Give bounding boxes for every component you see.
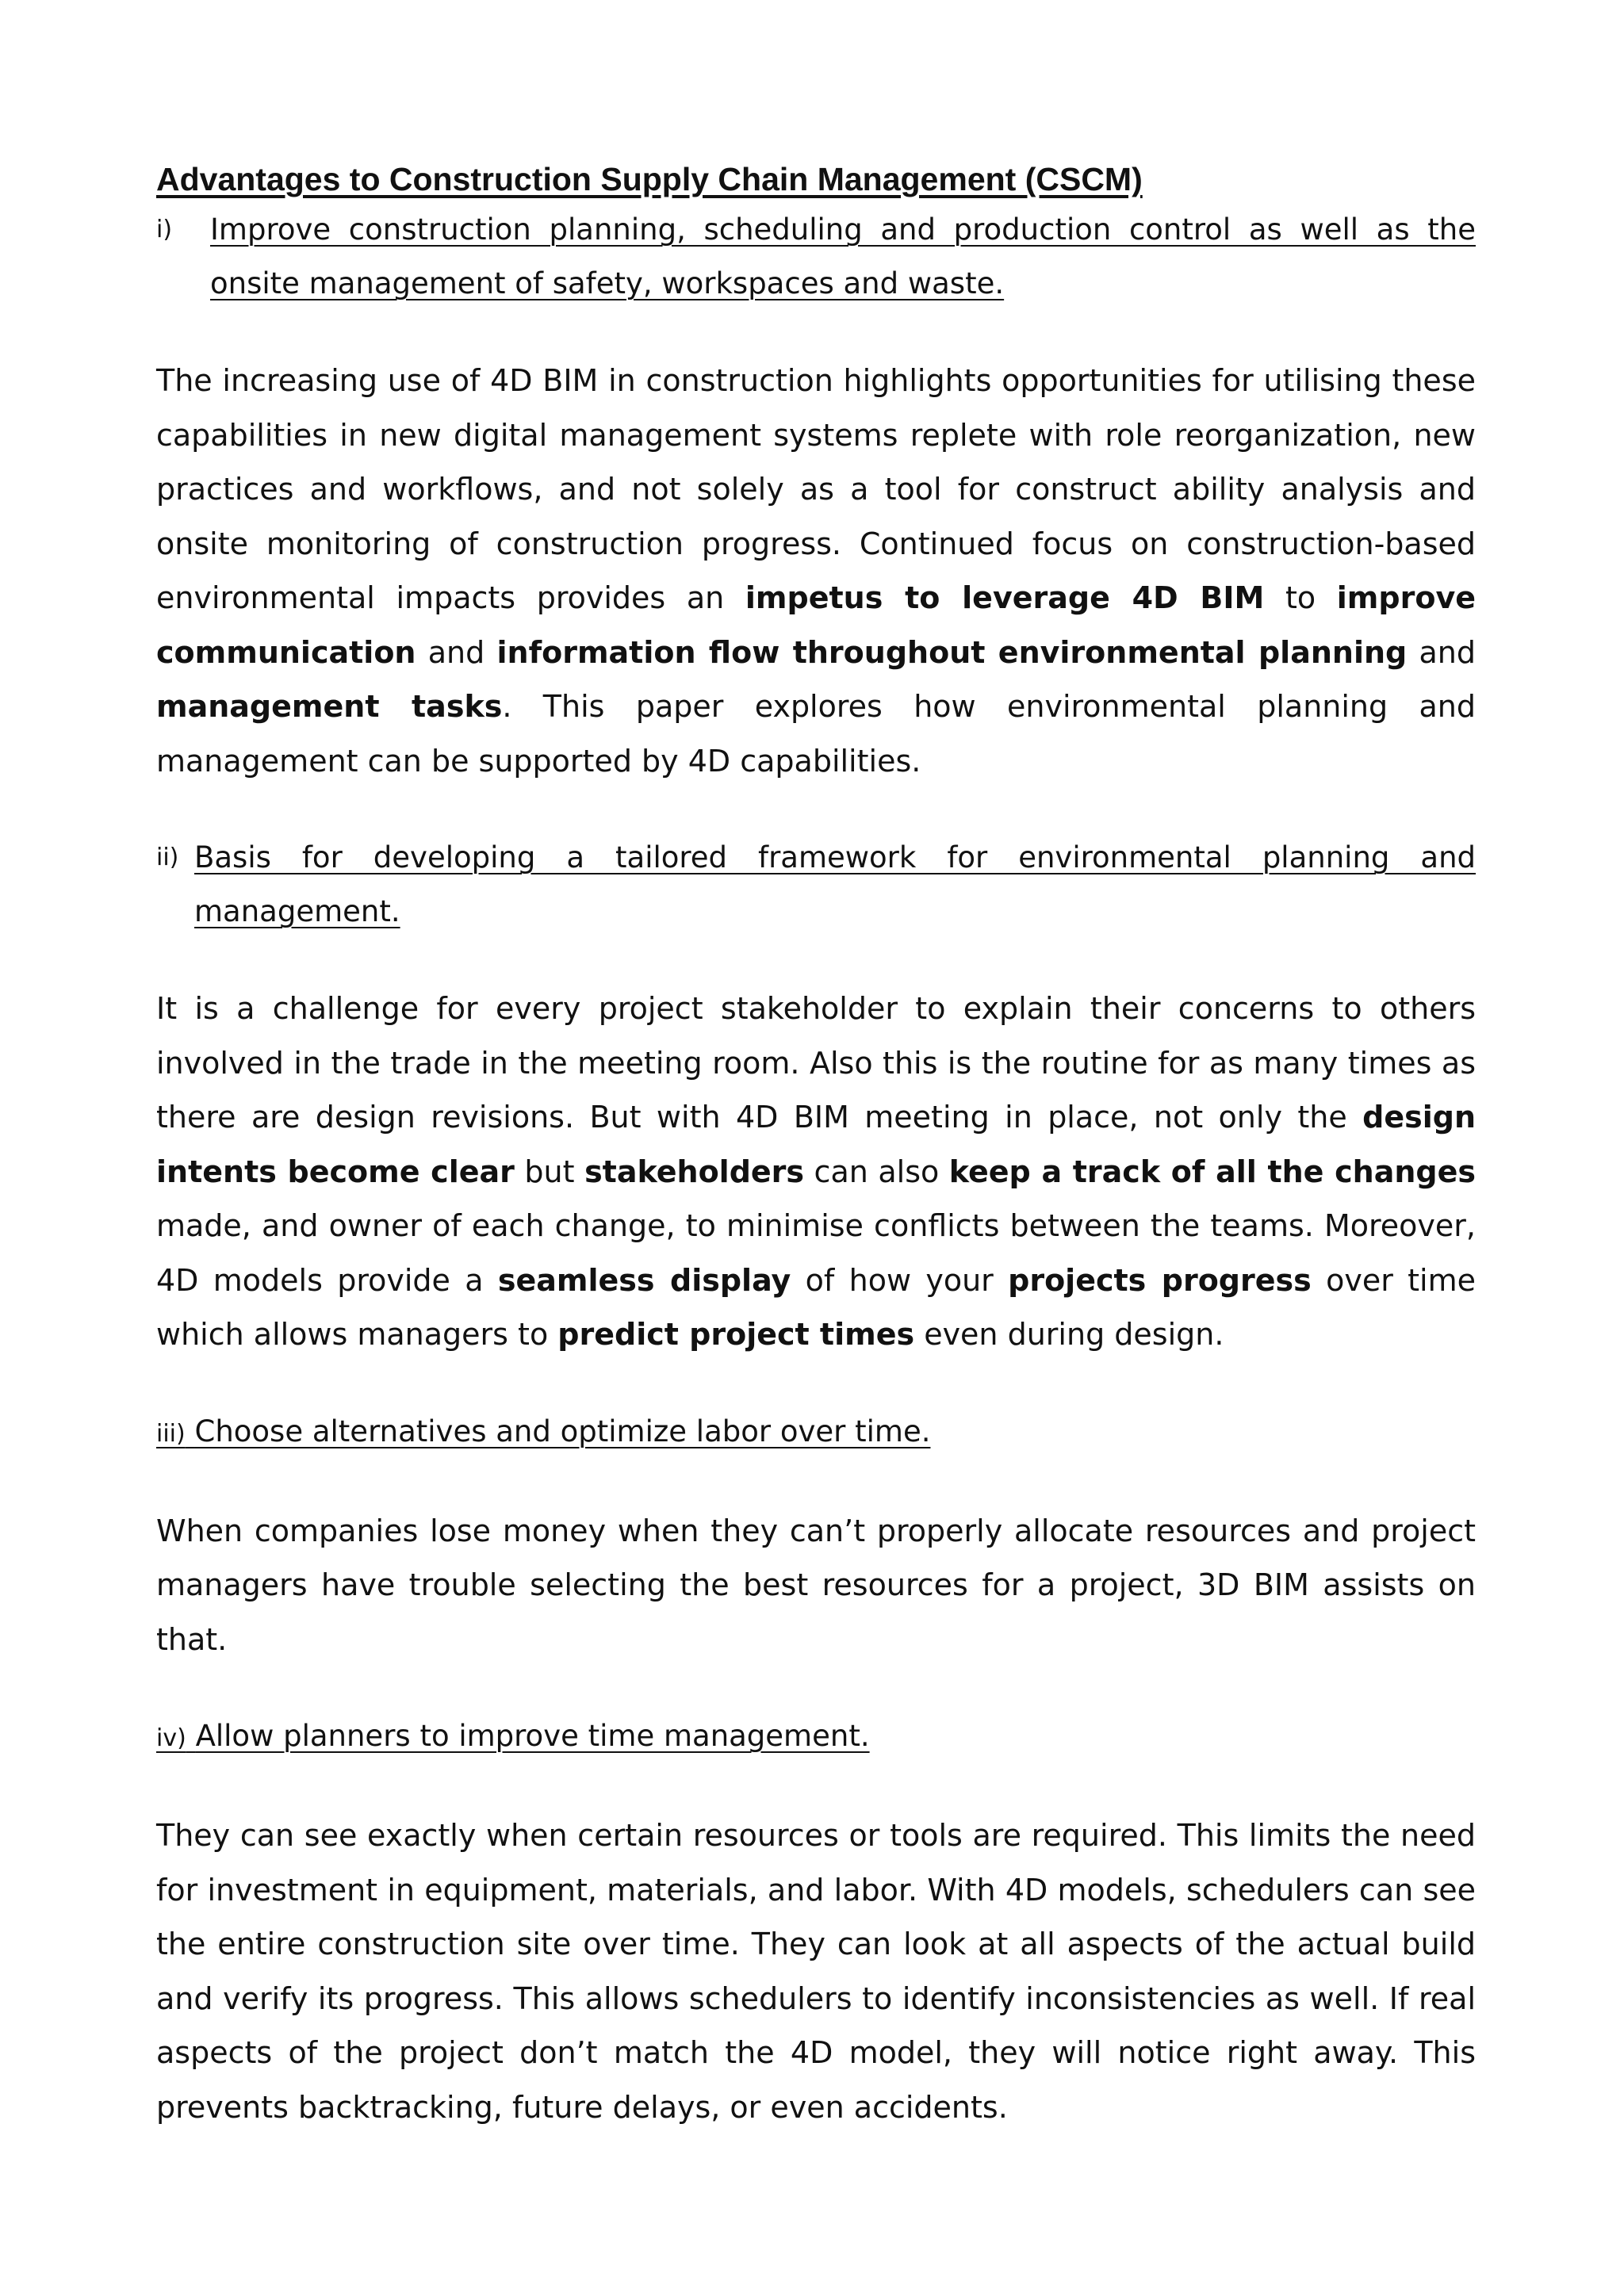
section-1-heading bbox=[156, 203, 1476, 311]
section-1-heading-text: Improve construction planning, scheduling and production control as well as the onsite management of safety, workspaces and waste. bbox=[210, 212, 1476, 300]
body-text: made, and owner of each change, to minimise conflicts between the teams. Moreover, 4D models provide a bbox=[156, 1208, 1476, 1298]
section-4-number: iv) bbox=[156, 1724, 186, 1752]
body-text: over time which allows managers to bbox=[156, 1262, 1477, 1352]
body-text: The increasing use of 4D BIM in construction highlights opportunities for utilising these capabilities in new digital management systems replete with role reorganization, new practices and workflows, and not solely as a tool for construct ability analysis and onsite monitoring of construction progress. Continued focus on construction-based environmental impacts provides an bbox=[156, 363, 1476, 615]
section-2-heading-text: Basis for developing a tailored framework for environmental planning and management. bbox=[194, 840, 1476, 928]
section-4-heading-text: Allow planners to improve time management. bbox=[195, 1719, 870, 1753]
section-3-number: iii) bbox=[156, 1419, 186, 1448]
body-text: to bbox=[1264, 580, 1337, 615]
body-text: It is a challenge for every project stakeholder to explain their concerns to others involved in the trade in the meeting room. Also this is the routine for as many times as there are design revisions. But with 4D BIM meeting in place, not only the bbox=[156, 991, 1476, 1135]
emphasis-text: seamless display bbox=[497, 1262, 791, 1298]
section-2-heading bbox=[156, 831, 1476, 939]
document-title: Advantages to Construction Supply Chain Management (CSCM) bbox=[156, 161, 1143, 197]
emphasis-text: stakeholders bbox=[584, 1154, 805, 1189]
emphasis-text: information flow throughout environmental planning bbox=[496, 634, 1408, 670]
emphasis-text: management tasks bbox=[156, 689, 503, 724]
document-body bbox=[156, 155, 1476, 2134]
section-2-paragraph bbox=[156, 982, 1476, 1362]
section-2-number: ii) bbox=[156, 844, 179, 871]
section-1-number: i) bbox=[156, 216, 173, 243]
body-text: . This paper explores how environmental planning and management can be supported by 4D capabilities. bbox=[156, 689, 1476, 779]
emphasis-text: keep a track of all the changes bbox=[948, 1154, 1476, 1189]
body-text: and bbox=[1407, 634, 1476, 670]
emphasis-text: design intents become clear bbox=[156, 1100, 1476, 1189]
emphasis-text: impetus to leverage 4D BIM bbox=[745, 580, 1265, 615]
body-text: even during design. bbox=[914, 1317, 1224, 1352]
body-text: and bbox=[416, 634, 497, 670]
section-4-heading bbox=[156, 1709, 1476, 1766]
body-text: When companies lose money when they can’t properly allocate resources and project managers have trouble selecting the best resources for a project, 3D BIM assists on that. bbox=[156, 1513, 1476, 1657]
section-4-paragraph bbox=[156, 1808, 1476, 2134]
section-3-heading bbox=[156, 1405, 1476, 1461]
body-text: can also bbox=[804, 1154, 949, 1189]
body-text: They can see exactly when certain resources or tools are required. This limits the need for investment in equipment, materials, and labor. With 4D models, schedulers can see the entire construction site over time. They can look at all aspects of the actual build and verify its progress. This allows schedulers to identify inconsistencies as well. If real aspects of the project don’t match the 4D model, they will notice right away. This prevents backtracking, future delays, or even accidents. bbox=[156, 1818, 1476, 2125]
emphasis-text: projects progress bbox=[1008, 1262, 1312, 1298]
section-3-paragraph bbox=[156, 1504, 1476, 1667]
section-1-paragraph bbox=[156, 354, 1476, 788]
emphasis-text: predict project times bbox=[557, 1317, 915, 1352]
body-text: but bbox=[514, 1154, 585, 1189]
body-text: of how your bbox=[791, 1262, 1009, 1298]
section-3-heading-text: Choose alternatives and optimize labor over time. bbox=[194, 1414, 931, 1448]
emphasis-text: improve communication bbox=[156, 580, 1476, 670]
